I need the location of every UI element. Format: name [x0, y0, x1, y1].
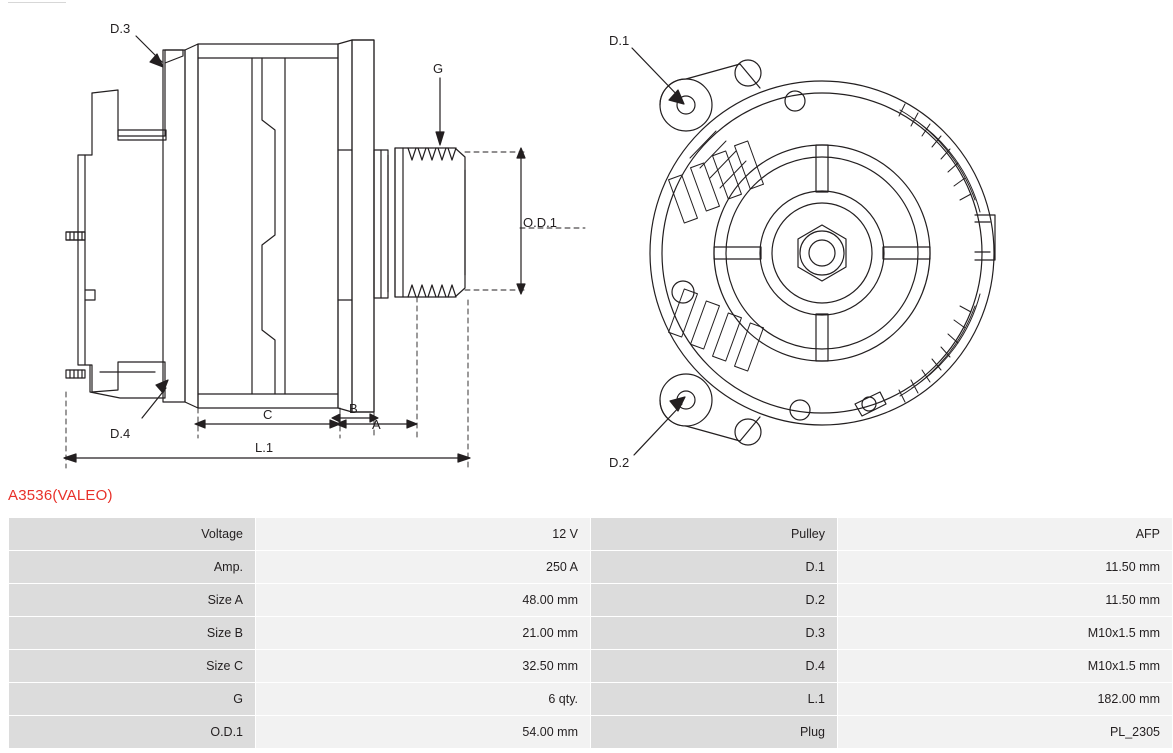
spec-value-d3: M10x1.5 mm — [838, 617, 1173, 650]
spec-label-d1: D.1 — [591, 551, 838, 584]
spec-label-amp: Amp. — [9, 551, 256, 584]
spec-label-d4: D.4 — [591, 650, 838, 683]
leader-d4 — [142, 380, 168, 418]
spec-label-pulley: Pulley — [591, 518, 838, 551]
spec-value-size-b: 21.00 mm — [256, 617, 591, 650]
spec-label-g: G — [9, 683, 256, 716]
spec-label-d3: D.3 — [591, 617, 838, 650]
table-row — [9, 716, 1173, 749]
spec-label-l1: L.1 — [591, 683, 838, 716]
front-view-body — [650, 60, 995, 445]
spec-label-size-b: Size B — [9, 617, 256, 650]
spec-label-size-c: Size C — [9, 650, 256, 683]
page-title: A3536(VALEO) — [8, 487, 113, 504]
label-a: A — [372, 417, 381, 432]
spec-value-d1: 11.50 mm — [838, 551, 1173, 584]
spec-value-l1: 182.00 mm — [838, 683, 1173, 716]
spec-value-pulley: AFP — [838, 518, 1173, 551]
label-l1: L.1 — [255, 440, 274, 455]
table-row — [9, 518, 1173, 551]
table-row — [9, 584, 1173, 617]
spec-value-size-a: 48.00 mm — [256, 584, 591, 617]
side-view-body — [66, 40, 465, 412]
table-row — [9, 617, 1173, 650]
spec-value-size-c: 32.50 mm — [256, 650, 591, 683]
spec-label-voltage: Voltage — [9, 518, 256, 551]
label-g: G — [433, 61, 444, 76]
leader-d3 — [136, 36, 163, 67]
spec-value-g: 6 qty. — [256, 683, 591, 716]
spec-value-plug: PL_2305 — [838, 716, 1173, 749]
label-od1: O.D.1 — [523, 215, 557, 230]
spec-value-amp: 250 A — [256, 551, 591, 584]
label-b: B — [349, 401, 358, 416]
leader-d1 — [632, 48, 684, 104]
specifications-body — [9, 518, 1173, 749]
leader-d2 — [634, 397, 685, 455]
label-c: C — [263, 407, 273, 422]
spec-label-size-a: Size A — [9, 584, 256, 617]
spec-value-od1: 54.00 mm — [256, 716, 591, 749]
label-d2: D.2 — [609, 455, 630, 470]
spec-label-plug: Plug — [591, 716, 838, 749]
label-d3: D.3 — [110, 21, 131, 36]
label-d4: D.4 — [110, 426, 131, 441]
dimension-l1 — [64, 454, 470, 462]
table-row — [9, 551, 1173, 584]
label-d1: D.1 — [609, 33, 630, 48]
table-row — [9, 683, 1173, 716]
specifications-table — [8, 517, 1173, 749]
spec-label-od1: O.D.1 — [9, 716, 256, 749]
spec-label-d2: D.2 — [591, 584, 838, 617]
leader-g — [436, 78, 444, 145]
spec-value-d2: 11.50 mm — [838, 584, 1173, 617]
spec-value-voltage: 12 V — [256, 518, 591, 551]
spec-value-d4: M10x1.5 mm — [838, 650, 1173, 683]
table-row — [9, 650, 1173, 683]
